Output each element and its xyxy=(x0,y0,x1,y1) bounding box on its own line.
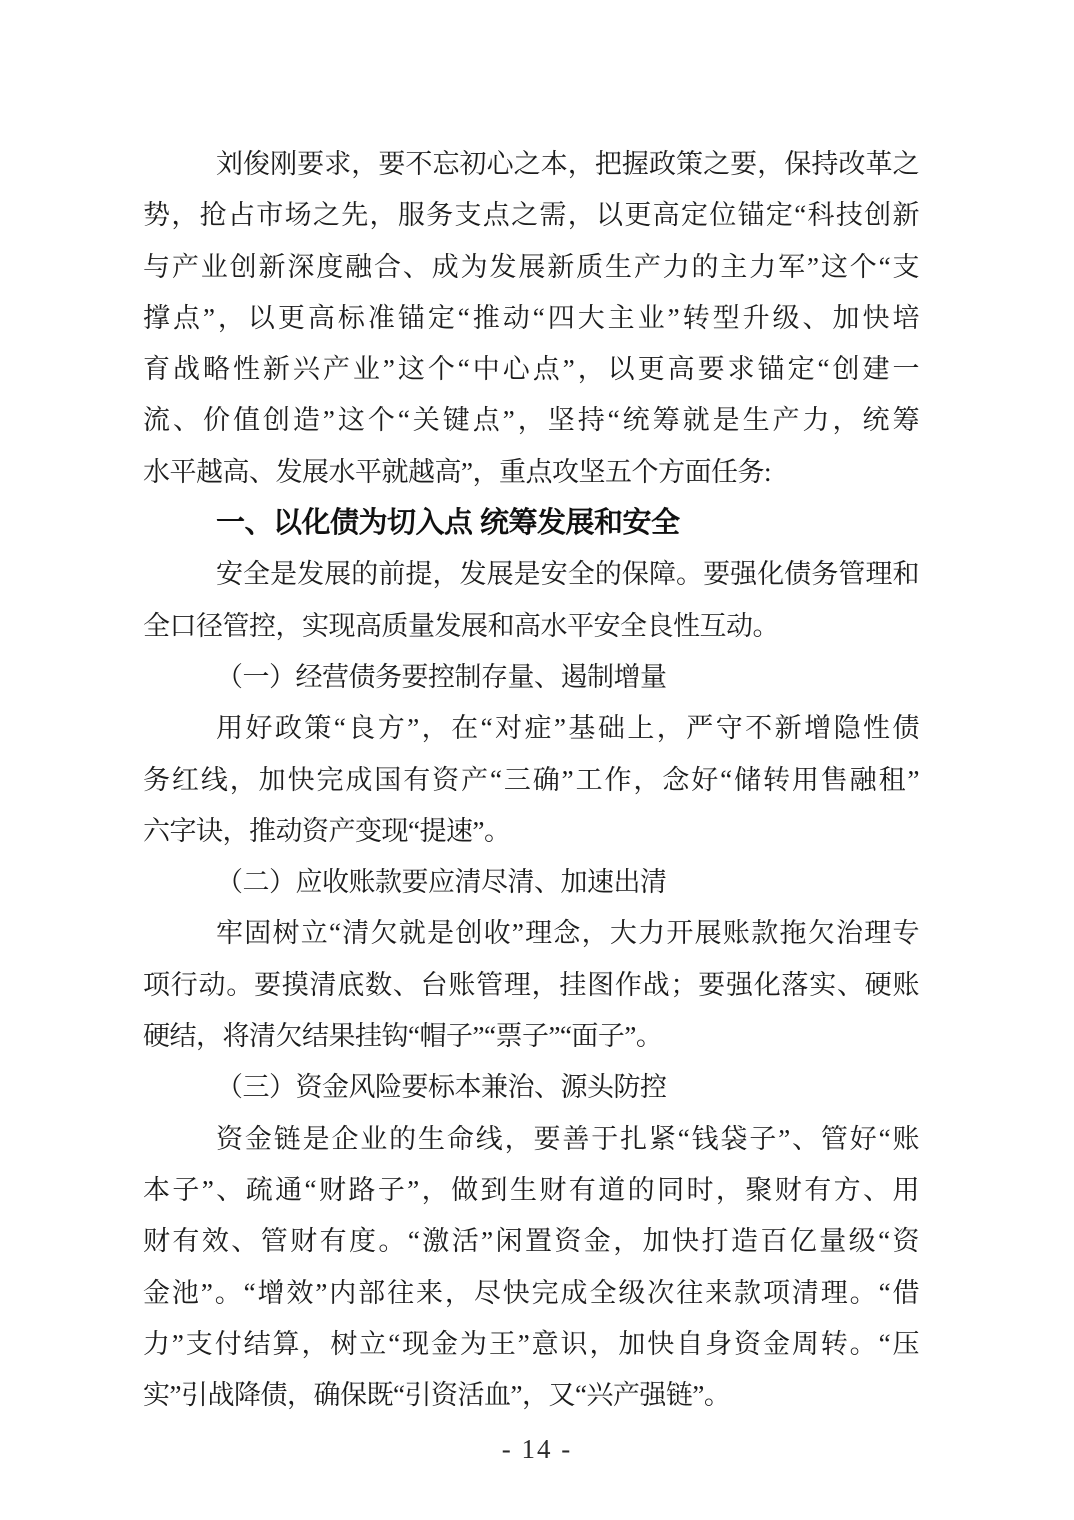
paragraph-line: 全口径管控，实现高质量发展和高水平安全良性互动。 xyxy=(143,610,779,641)
paragraph-line: 势，抢占市场之先，服务支点之需，以更高定位锚定“科技创新 xyxy=(143,200,919,231)
paragraph-line: 资金链是企业的生命线，要善于扎紧“钱袋子”、管好“账 xyxy=(216,1123,919,1154)
paragraph-line: 流、价值创造”这个“关键点”，坚持“统筹就是生产力，统筹 xyxy=(143,405,919,436)
paragraph-line: 牢固树立“清欠就是创收”理念，大力开展账款拖欠治理专 xyxy=(216,918,919,949)
subsection-heading: （二）应收账款要应清尽清、加速出清 xyxy=(216,867,667,898)
section-heading: 一、以化债为切入点 统筹发展和安全 xyxy=(216,507,680,540)
subsection-heading: （三）资金风险要标本兼治、源头防控 xyxy=(216,1072,667,1103)
document-body xyxy=(143,139,919,1421)
paragraph-line: 硬结，将清欠结果挂钩“帽子”“票子”“面子”。 xyxy=(143,1021,663,1052)
paragraph-line: 用好政策“良方”，在“对症”基础上，严守不新增隐性债 xyxy=(216,713,919,744)
paragraph-line: 力”支付结算，树立“现金为王”意识，加快自身资金周转。“压 xyxy=(143,1328,919,1359)
subsection-heading: （一）经营债务要控制存量、遏制增量 xyxy=(216,661,667,692)
page-number: - 14 - xyxy=(501,1434,573,1464)
paragraph-line: 刘俊刚要求，要不忘初心之本，把握政策之要，保持改革之 xyxy=(216,149,919,179)
paragraph-line: 水平越高、发展水平就越高”，重点攻坚五个方面任务: xyxy=(143,456,771,487)
paragraph-line: 撑点”，以更高标准锚定“推动“四大主业”转型升级、加快培 xyxy=(143,302,919,333)
paragraph-line: 项行动。要摸清底数、台账管理，挂图作战；要强化落实、硬账 xyxy=(143,969,919,1000)
paragraph-line: 金池”。“增效”内部往来，尽快完成全级次往来款项清理。“借 xyxy=(143,1277,919,1308)
paragraph-line: 本子”、疏通“财路子”，做到生财有道的同时，聚财有方、用 xyxy=(143,1174,919,1205)
paragraph-line: 育战略性新兴产业”这个“中心点”，以更高要求锚定“创建一 xyxy=(143,354,919,385)
paragraph-line: 务红线，加快完成国有资产“三确”工作，念好“储转用售融租” xyxy=(143,764,919,795)
paragraph-line: 六字诀，推动资产变现“提速”。 xyxy=(143,815,511,846)
paragraph-line: 实”引战降债，确保既“引资活血”，又“兴产强链”。 xyxy=(143,1380,731,1411)
paragraph-line: 与产业创新深度融合、成为发展新质生产力的主力军”这个“支 xyxy=(143,251,919,282)
paragraph-line: 安全是发展的前提，发展是安全的保障。要强化债务管理和 xyxy=(216,559,919,590)
paragraph-line: 财有效、管财有度。“激活”闲置资金，加快打造百亿量级“资 xyxy=(143,1226,919,1257)
